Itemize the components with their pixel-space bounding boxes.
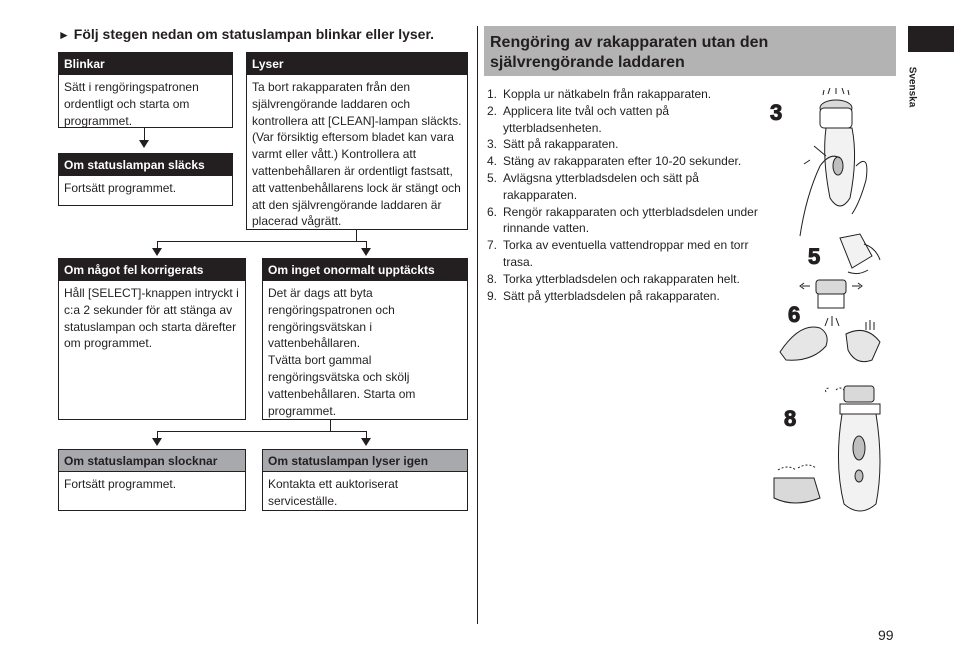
list-item: 2. Applicera lite tvål och vatten på ytterbladsenheten. bbox=[487, 103, 670, 135]
box-blinkar-title: Blinkar bbox=[59, 53, 232, 75]
box-slocknar-text: Fortsätt programmet. bbox=[64, 477, 177, 491]
box-onormalt bbox=[262, 258, 468, 420]
box-slacks bbox=[58, 153, 233, 206]
box-lyser-igen-title: Om statuslampan lyser igen bbox=[263, 450, 467, 472]
figure-label-8: 8 bbox=[784, 406, 797, 431]
list-item: 1. Koppla ur nätkabeln från rakapparaten. bbox=[487, 87, 712, 101]
box-korrigerats-text: Håll [SELECT]-knappen intryckt i c:a 2 sekunder för att stänga av statuslampan och starta därefter om programmet. bbox=[64, 286, 239, 351]
box-slacks-title: Om statuslampan släcks bbox=[59, 154, 232, 176]
list-item: 8. Torka ytterbladsdelen och rakapparaten helt. bbox=[487, 271, 740, 286]
list-item: 4. Stäng av rakapparaten efter 10-20 sekunder. bbox=[487, 154, 742, 169]
figure-label-6: 6 bbox=[788, 302, 801, 327]
box-slocknar bbox=[58, 449, 246, 511]
figure-8-illustration bbox=[774, 386, 880, 511]
language-label-text: Svenska bbox=[906, 66, 918, 108]
box-blinkar-text: Sätt i rengöringspatronen ordentligt och starta om programmet. bbox=[64, 80, 199, 128]
box-lyser bbox=[246, 52, 468, 230]
figure-5-illustration bbox=[808, 234, 880, 274]
shaver-cleaning-illustrations bbox=[770, 86, 896, 516]
box-onormalt-text: Det är dags att byta rengöringspatronen och rengöringsvätskan i vattenbehållaren. Tvätta bort gammal rengöringsvätska och skölj vattenbehållaren. Starta om programmet. bbox=[268, 286, 416, 418]
page-number: 99 bbox=[878, 627, 894, 643]
box-korrigerats-title: Om något fel korrigerats bbox=[59, 259, 245, 281]
figure-6-illustration bbox=[780, 280, 880, 362]
box-onormalt-title: Om inget onormalt upptäckts bbox=[263, 259, 467, 281]
box-korrigerats bbox=[58, 258, 246, 420]
connector-arrow-icon bbox=[139, 140, 149, 148]
cleaning-steps-list bbox=[487, 86, 767, 304]
column-divider bbox=[477, 26, 478, 624]
connector-line bbox=[157, 431, 367, 432]
list-item: 3. Sätt på rakapparaten. bbox=[487, 137, 619, 152]
list-item: 5. Avlägsna ytterbladsdelen och sätt på rakapparaten. bbox=[487, 170, 699, 202]
box-lyser-igen-text: Kontakta ett auktoriserat serviceställe. bbox=[268, 477, 399, 508]
flowchart-heading-text: Följ stegen nedan om statuslampan blinkar eller lyser. bbox=[73, 26, 435, 42]
list-item: 6. Rengör rakapparaten och ytterbladsdelen under rinnande vatten. bbox=[487, 204, 758, 236]
box-blinkar bbox=[58, 52, 233, 128]
box-lyser-text: Ta bort rakapparaten från den självrengörande laddaren och kontrollera att [CLEAN]-lampan släckts. (Var försiktig eftersom bladet kan vara varmt eller vått.) Kontrollera att vattenbehållaren är ordentligt fastsatt, att vattenbehållarens lock är stängt och att den självrengörande laddaren är placerad vågrätt. bbox=[252, 80, 462, 229]
box-lyser-igen bbox=[262, 449, 468, 511]
connector-arrow-icon bbox=[361, 438, 371, 446]
figure-3-illustration bbox=[770, 88, 867, 236]
box-slacks-text: Fortsätt programmet. bbox=[64, 181, 177, 195]
list-item: 7. Torka av eventuella vattendroppar med en torr trasa. bbox=[487, 238, 749, 269]
figure-label-3: 3 bbox=[770, 100, 783, 125]
connector-line bbox=[157, 241, 367, 242]
box-slocknar-title: Om statuslampan slocknar bbox=[59, 450, 245, 472]
heading-arrow-icon: ► bbox=[58, 28, 70, 42]
connector-arrow-icon bbox=[152, 248, 162, 256]
language-tab bbox=[908, 26, 954, 52]
list-item: 9. Sätt på ytterbladsdelen på rakapparaten. bbox=[487, 288, 720, 303]
language-label bbox=[902, 62, 922, 112]
flowchart-heading bbox=[58, 26, 434, 42]
box-lyser-title: Lyser bbox=[247, 53, 467, 75]
section-title: Rengöring av rakapparaten utan den självrengörande laddaren bbox=[484, 26, 896, 76]
figure-label-5: 5 bbox=[808, 244, 821, 269]
connector-arrow-icon bbox=[361, 248, 371, 256]
connector-arrow-icon bbox=[152, 438, 162, 446]
